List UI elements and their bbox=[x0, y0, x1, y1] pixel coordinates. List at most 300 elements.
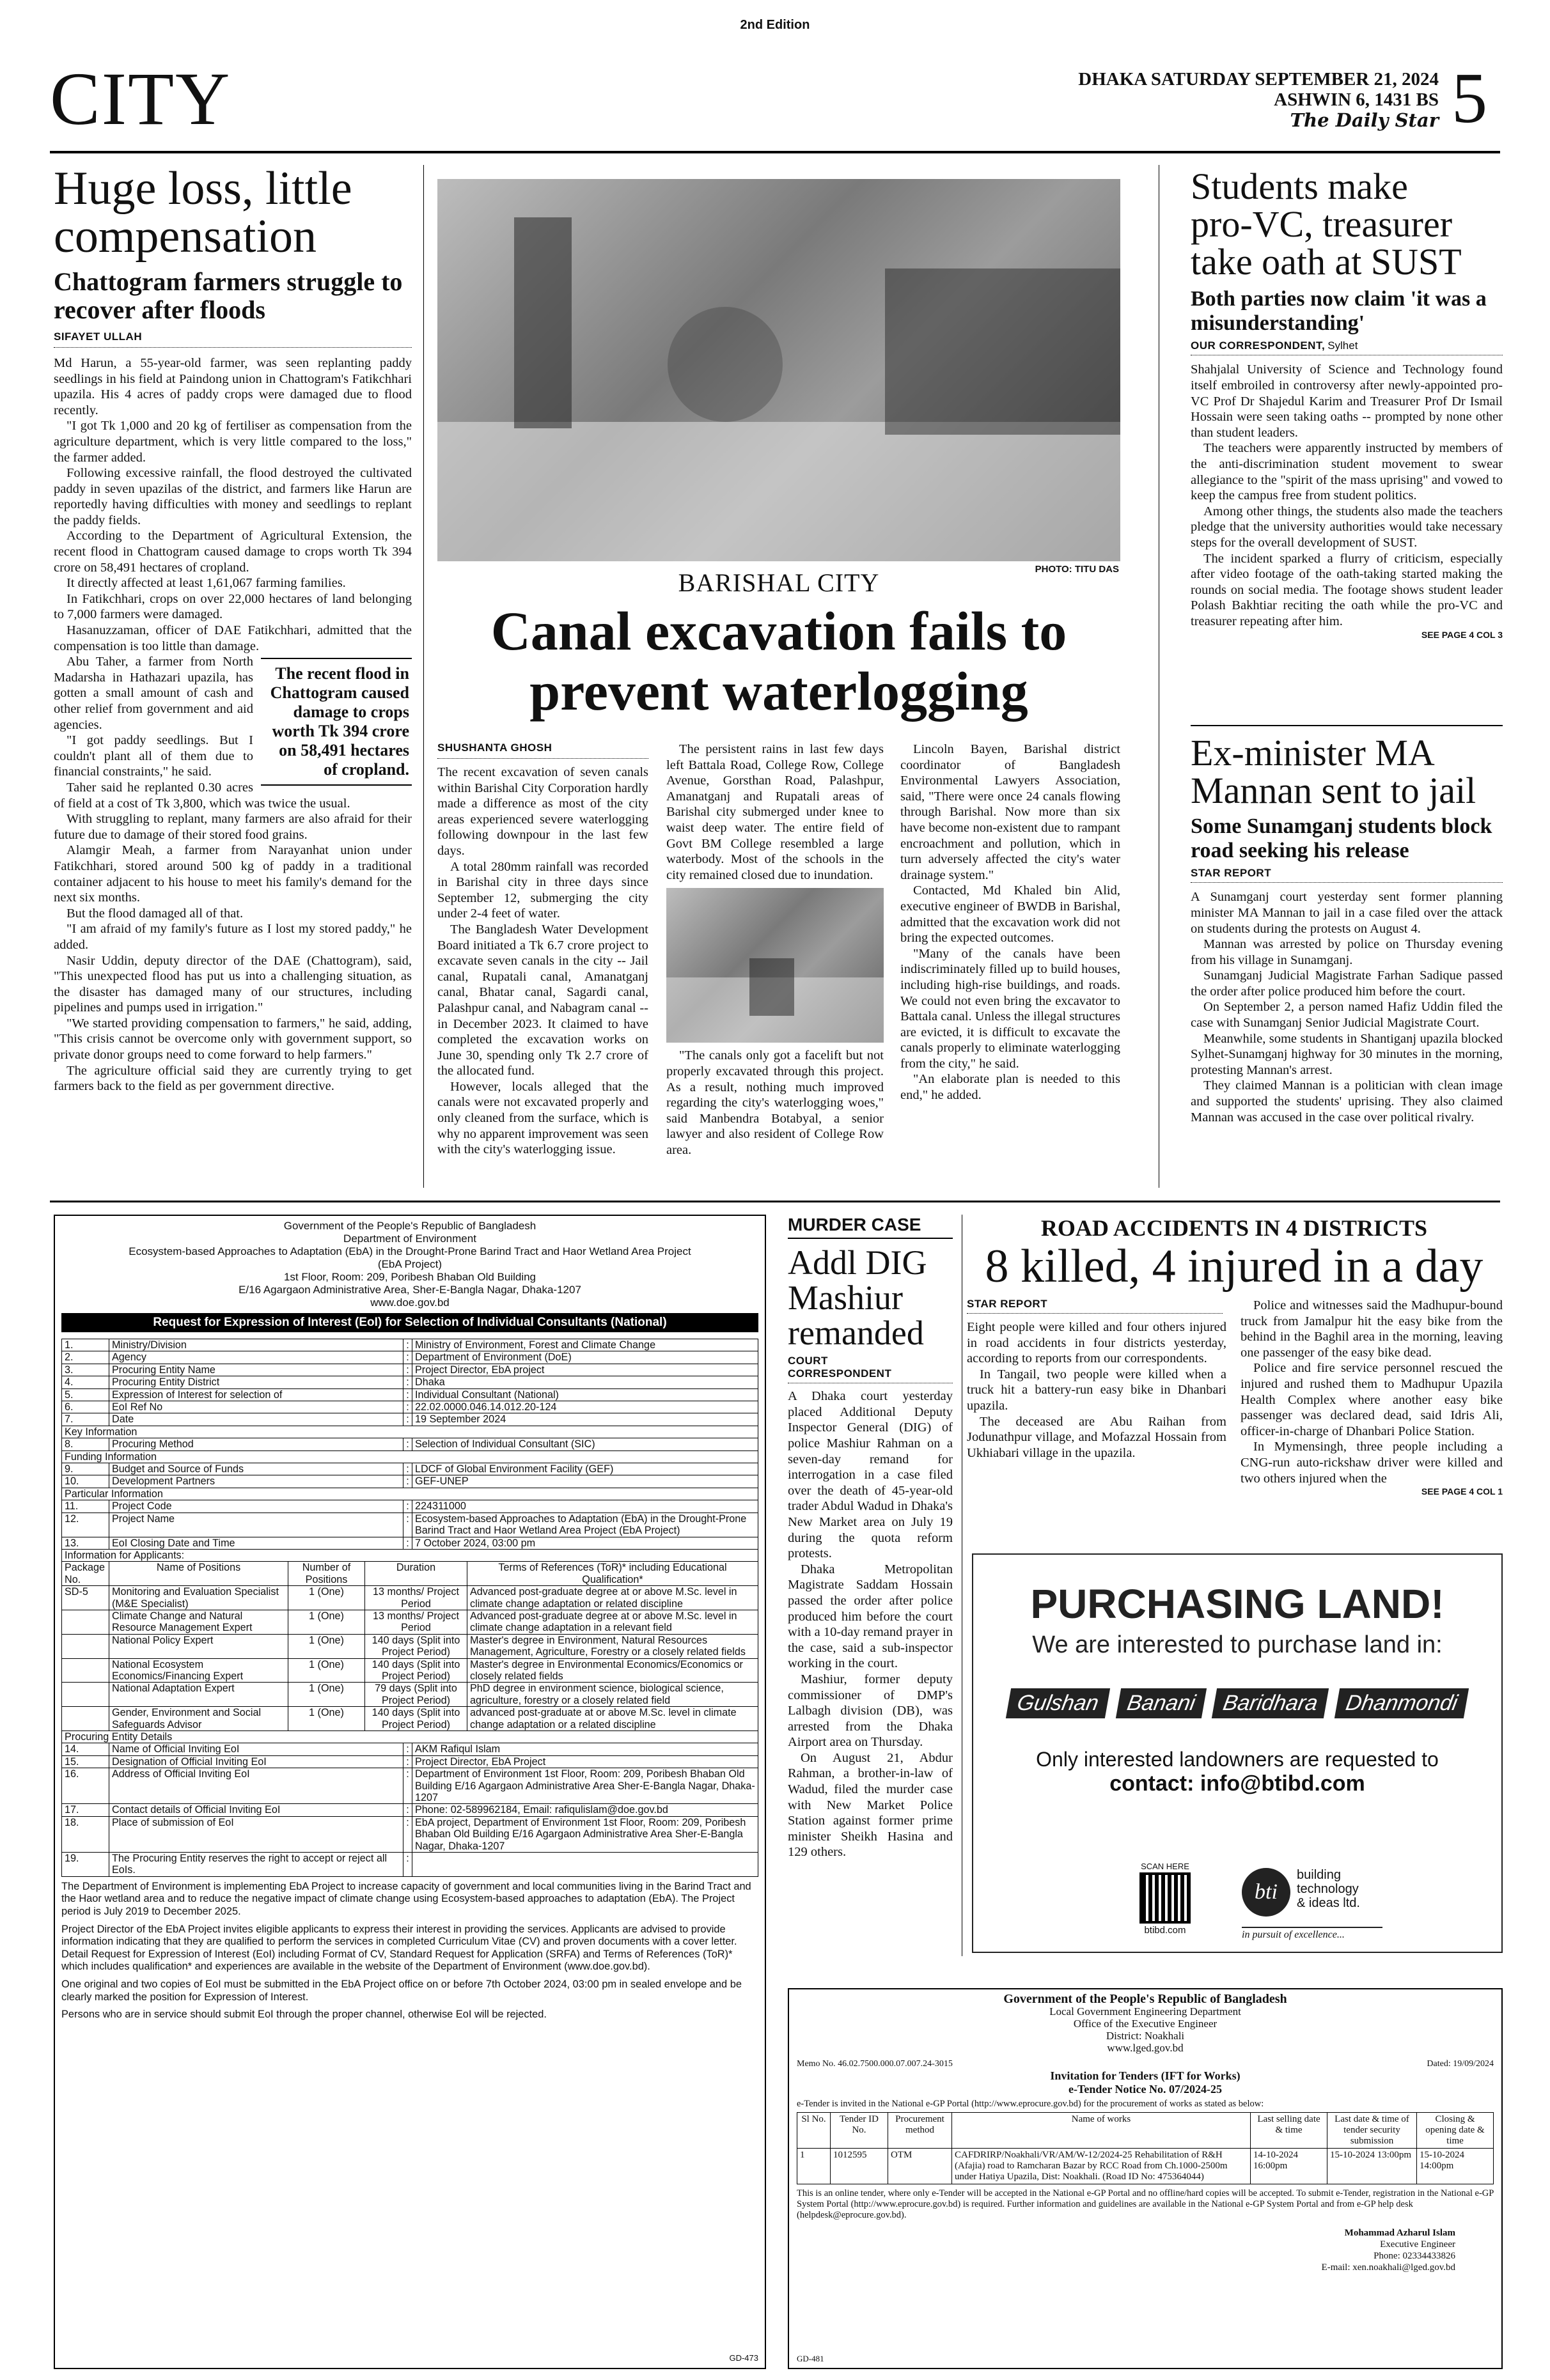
table-row bbox=[62, 1755, 758, 1768]
position-row bbox=[62, 1586, 758, 1610]
body-paragraph: "I got Tk 1,000 and 20 kg of fertiliser as compensation from the agriculture department, which is very little compared to the loss," the farmer added. bbox=[54, 419, 412, 465]
body-paragraph: The agriculture official said they are currently trying to get farmers back to the field as per government directive. bbox=[54, 1063, 412, 1094]
table-cell: 1 (One) bbox=[288, 1658, 365, 1683]
eoi-header: Ecosystem-based Approaches to Adaptation (EbA) in the Drought-Prone Barind Tract and Haor Wetland Area Project bbox=[129, 1245, 691, 1257]
story-divider bbox=[1191, 725, 1503, 726]
body-paragraph: Nasir Uddin, deputy director of the DAE (Chattogram), said, "This unexpected flood has put us into a challenging situation, as the disaster has damaged many of our structures, including pipelines and pumps used in irrigation." bbox=[54, 953, 412, 1015]
eoi-banner: Request for Expression of Interest (EoI) for Selection of Individual Consultants (National) bbox=[61, 1313, 758, 1332]
table-row bbox=[62, 1475, 758, 1488]
area-gulshan: Gulshan bbox=[1006, 1688, 1110, 1718]
table-row bbox=[62, 1401, 758, 1413]
table-cell: 7. bbox=[62, 1413, 109, 1426]
table-row bbox=[62, 1743, 758, 1755]
table-cell: Budget and Source of Funds bbox=[109, 1463, 403, 1475]
body-paragraph: Dhaka Metropolitan Magistrate Saddam Hossain passed the order after police produced him before the court with a 10-day remand prayer in the case, said a sub-inspector working in the court. bbox=[788, 1562, 953, 1671]
ad-contact[interactable]: contact: info@btibd.com bbox=[1109, 1771, 1365, 1796]
subheadline: Both parties now claim 'it was a misunderstanding' bbox=[1191, 287, 1487, 336]
body-paragraph: "Many of the canals have been indiscriminately filled up to build houses, including high-rise buildings, and roads. We could not even bring the excavator to Battala canal. Unless the illegal structures are evicted, it is difficult to excavate the canals properly to eliminate waterlogging from the city," he said. bbox=[900, 946, 1120, 1071]
page-number: 5 bbox=[1452, 59, 1487, 138]
headline-line: Huge loss, little bbox=[54, 162, 352, 215]
headline-line: Ex-minister MA bbox=[1191, 732, 1435, 774]
position-row bbox=[62, 1610, 758, 1634]
table-cell: 10. bbox=[62, 1475, 109, 1488]
position-row bbox=[62, 1707, 758, 1731]
table-cell: Procuring Entity District bbox=[109, 1376, 403, 1388]
table-row bbox=[62, 1339, 758, 1351]
qr-block bbox=[1127, 1862, 1203, 1936]
tender-notice bbox=[788, 1988, 1503, 2369]
byline: OUR CORRESPONDENT, bbox=[1191, 339, 1326, 352]
signatory-email[interactable]: E-mail: xen.noakhali@lged.gov.bd bbox=[1321, 2262, 1455, 2273]
column-rule bbox=[423, 165, 424, 1188]
table-cell: 12. bbox=[62, 1513, 109, 1537]
table-cell: CAFDRIRP/Noakhali/VR/AM/W-12/2024-25 Rehabilitation of R&H (Afajia) road to Ramcharan Bazar by RCC Road from Ch.1000-2500m under Hatiya Upazila, Dist: Noakhali. (Road ID No: 475364044) bbox=[952, 2149, 1251, 2184]
brand-line: technology bbox=[1297, 1882, 1359, 1896]
ad-line: Only interested landowners are requested to bbox=[1036, 1748, 1439, 1771]
table-cell: Climate Change and Natural Resource Management Expert bbox=[109, 1610, 288, 1634]
eoi-header: Government of the People's Republic of Bangladesh bbox=[283, 1220, 536, 1232]
column-header: Last date & time of tender security submission bbox=[1327, 2113, 1417, 2149]
table-cell: : bbox=[403, 1463, 412, 1475]
headline-line: Mashiur bbox=[788, 1279, 903, 1318]
table-cell: 18. bbox=[62, 1816, 109, 1852]
table-cell: : bbox=[403, 1438, 412, 1451]
table-cell: 15-10-2024 14:00pm bbox=[1417, 2149, 1494, 2184]
ad-areas bbox=[973, 1688, 1501, 1718]
table-cell: Advanced post-graduate degree at or above M.Sc. level in climate change adaptation in a relevant field bbox=[467, 1610, 758, 1634]
body-paragraph: "The canals only got a facelift but not properly excavated through this project. As a result, nothing much improved regarding the city's waterlogging woes," said Manbendra Botabyal, a senior lawyer and also resident of College Row area. bbox=[666, 1048, 884, 1157]
table-cell: 22.02.0000.046.14.012.20-124 bbox=[412, 1401, 758, 1413]
column-header: Duration bbox=[365, 1562, 467, 1586]
positions-table bbox=[61, 1549, 758, 1731]
column-header: Package No. bbox=[62, 1562, 109, 1586]
body-paragraph: "I am afraid of my family's future as I lost my stored paddy," he added. bbox=[54, 922, 412, 952]
body-paragraph: Meanwhile, some students in Shantiganj upazila blocked Sylhet-Sunamganj highway for 30 minutes in the morning, protesting Mannan's arrest. bbox=[1191, 1031, 1503, 1077]
table-cell: AKM Rafiqul Islam bbox=[412, 1743, 758, 1755]
body-paragraph: On August 21, Abdur Rahman, a brother-in-law of Wadud, filed the murder case with New Market Police Station against former prime minister Sheikh Hasina and 129 others. bbox=[788, 1750, 953, 1860]
table-cell: 1012595 bbox=[831, 2149, 888, 2184]
table-cell: 1. bbox=[62, 1339, 109, 1351]
table-cell: EoI Ref No bbox=[109, 1401, 403, 1413]
table-cell: : bbox=[403, 1513, 412, 1537]
table-cell: : bbox=[403, 1351, 412, 1364]
table-row bbox=[62, 1376, 758, 1388]
table-cell: SD-5 bbox=[62, 1586, 109, 1610]
table-cell bbox=[62, 1634, 109, 1658]
table-cell: Ministry of Environment, Forest and Climate Change bbox=[412, 1339, 758, 1351]
table-cell: GEF-UNEP bbox=[412, 1475, 758, 1488]
headline-line: take oath at SUST bbox=[1191, 241, 1462, 283]
body-paragraph: Hasanuzzaman, officer of DAE Fatikchhari, admitted that the compensation is too little than damage. bbox=[54, 623, 412, 653]
body-paragraph: "We started providing compensation to farmers," he said, adding, "This crisis cannot be overcome only with government support, so private donor groups need to come forward to help farmers." bbox=[54, 1016, 412, 1062]
body-paragraph: Taher said he replanted 0.30 acres of field at a cost of Tk 3,800, which was twice the usual. bbox=[54, 780, 350, 811]
body-paragraph: A Sunamganj court yesterday sent former planning minister MA Mannan to jail in a case filed over the attack on students during the protests on August 4. bbox=[1191, 890, 1503, 936]
column-header: Tender ID No. bbox=[831, 2113, 888, 2149]
table-cell: : bbox=[403, 1475, 412, 1488]
table-cell: Procuring Entity Name bbox=[109, 1364, 403, 1376]
flood-photo bbox=[437, 179, 1120, 561]
date-text: DHAKA SATURDAY SEPTEMBER 21, 2024 bbox=[1078, 69, 1439, 89]
bti-logo-icon: bti bbox=[1242, 1868, 1290, 1917]
table-cell: 1 bbox=[797, 2149, 831, 2184]
body-paragraph: On September 2, a person named Hafiz Uddin filed the case with Sunamganj Senior Judicial Magistrate Court. bbox=[1191, 1000, 1503, 1031]
table-cell: Master's degree in Environmental Economics/Economics or closely related fields bbox=[467, 1658, 758, 1683]
table-cell: : bbox=[403, 1413, 412, 1426]
table-row bbox=[62, 1500, 758, 1513]
table-cell bbox=[62, 1658, 109, 1683]
table-cell: : bbox=[403, 1401, 412, 1413]
table-cell: Development Partners bbox=[109, 1475, 403, 1488]
table-cell: Selection of Individual Consultant (SIC) bbox=[412, 1438, 758, 1451]
story-mashiur bbox=[788, 1215, 953, 1860]
table-cell: LDCF of Global Environment Facility (GEF) bbox=[412, 1463, 758, 1475]
table-cell: EbA project, Department of Environment 1st Floor, Room: 209, Poribesh Bhaban Old Building E/16 Agargaon Administrative Area Sher-E-Bangla Nagar, Dhaka-1207 bbox=[412, 1816, 758, 1852]
table-cell bbox=[62, 1610, 109, 1634]
tender-table bbox=[797, 2112, 1494, 2184]
body-paragraph: The incident sparked a flurry of criticism, especially after video footage of the oath-taking started making the rounds on social media. The footage shows student leader Polash Bakhtiar reciting the oath while the pro-VC and treasurer repeating after him. bbox=[1191, 551, 1503, 628]
table-cell bbox=[62, 1683, 109, 1707]
paper-logo: The Daily Star bbox=[1290, 109, 1439, 131]
body-paragraph: A total 280mm rainfall was recorded in Barishal city in three days since September 12, submerging the city under 2-4 feet of water. bbox=[437, 859, 648, 921]
body-paragraph: A Dhaka court yesterday placed Additional Deputy Inspector General (DIG) of police Mashiur Rahman on a seven-day remand for interrogation in a case filed over the death of 45-year-old trader Abdul Wadud in Dhaka's New Market area on July 19 during the quota reform protests. bbox=[788, 1389, 953, 1561]
signatory-name: Mohammad Azharul Islam bbox=[1344, 2228, 1455, 2238]
table-cell: Advanced post-graduate degree at or above M.Sc. level in climate change adaptation or related discipline bbox=[467, 1586, 758, 1610]
signatory-phone: Phone: 02334433826 bbox=[1374, 2251, 1455, 2261]
section-row: Procuring Entity Details bbox=[62, 1731, 758, 1743]
section-row: Particular Information bbox=[62, 1488, 758, 1500]
body-paragraph: In Mymensingh, three people including a CNG-run auto-rickshaw driver were killed and two others injured when the bbox=[1241, 1440, 1503, 1486]
table-cell: 140 days (Split into Project Period) bbox=[365, 1634, 467, 1658]
table-row bbox=[62, 1463, 758, 1475]
tender-header: Office of the Executive Engineer bbox=[1073, 2018, 1217, 2030]
story6-col2 bbox=[1241, 1298, 1503, 1497]
table-cell: 1 (One) bbox=[288, 1707, 365, 1731]
headline-line: Mannan sent to jail bbox=[1191, 770, 1476, 812]
table-cell: 7 October 2024, 03:00 pm bbox=[412, 1537, 758, 1549]
section-row: Funding Information bbox=[62, 1451, 758, 1463]
byline: SHUSHANTA GHOSH bbox=[437, 742, 648, 759]
byline-location: Sylhet bbox=[1327, 339, 1358, 352]
body-paragraph: But the flood damaged all of that. bbox=[67, 906, 244, 921]
section-row: Key Information bbox=[62, 1426, 758, 1438]
byline: CORRESPONDENT bbox=[788, 1367, 892, 1380]
table-cell: 17. bbox=[62, 1804, 109, 1816]
table-cell: Designation of Official Inviting EoI bbox=[109, 1755, 403, 1768]
table-cell: Contact details of Official Inviting EoI bbox=[109, 1804, 403, 1816]
body-paragraph: It directly affected at least 1,61,067 farming families. bbox=[67, 576, 346, 591]
procuring-table bbox=[61, 1731, 758, 1877]
table-row bbox=[62, 1537, 758, 1549]
column-header: Name of Positions bbox=[109, 1562, 288, 1586]
column-header: Name of works bbox=[952, 2113, 1251, 2149]
table-row bbox=[62, 1816, 758, 1852]
section-row: Information for Applicants: bbox=[62, 1549, 758, 1561]
story-mannan bbox=[1191, 734, 1503, 1125]
story2-col1 bbox=[437, 765, 648, 1158]
table-cell: Expression of Interest for selection of bbox=[109, 1388, 403, 1401]
tender-intro: e-Tender is invited in the National e-GP Portal (http://www.eprocure.gov.bd) for the procurement of works as stated as below: bbox=[797, 2099, 1264, 2109]
table-cell: 15. bbox=[62, 1755, 109, 1768]
table-cell: Dhaka bbox=[412, 1376, 758, 1388]
body-paragraph: Following excessive rainfall, the flood destroyed the cultivated paddy in seven upazilas of the district, and farmers like Harun are reportedly having difficulties with money and seedlings to replant the paddy fields. bbox=[54, 466, 412, 527]
table-cell: Department of Environment 1st Floor, Room: 209, Poribesh Bhaban Old Building E/16 Agargaon Administrative Area Sher-E-Bangla Nagar, Dhaka-1207 bbox=[412, 1768, 758, 1804]
body-paragraph: Police and witnesses said the Madhupur-bound truck from Jamalpur hit the easy bike from the behind in the Baghil area in the morning, leaving one passenger of the easy bike dead. bbox=[1241, 1298, 1503, 1360]
edition-label: 2nd Edition bbox=[740, 18, 810, 32]
table-cell: National Policy Expert bbox=[109, 1634, 288, 1658]
body-paragraph: The deceased are Abu Raihan from Jodunathpur village, and Mofazzal Hossain from Ukhiabari village in the upazila. bbox=[967, 1414, 1226, 1460]
table-cell: 13 months/ Project Period bbox=[365, 1610, 467, 1634]
column-header: Number of Positions bbox=[288, 1562, 365, 1586]
table-cell: 14. bbox=[62, 1743, 109, 1755]
body-paragraph: Abu Taher, a farmer from North Madarsha in Hathazari upazila, has gotten a small amount of cash and other relief from government and aid agencies. bbox=[54, 655, 253, 732]
table-cell: Project Code bbox=[109, 1500, 403, 1513]
table-cell: 6. bbox=[62, 1401, 109, 1413]
body-paragraph: However, locals alleged that the canals were not excavated properly and only cleaned from the surface, which is why no apparent improvement was seen with the city's waterlogging issue. bbox=[437, 1079, 648, 1157]
table-cell: 224311000 bbox=[412, 1500, 758, 1513]
table-cell: 13 months/ Project Period bbox=[365, 1586, 467, 1610]
table-row bbox=[62, 1413, 758, 1426]
table-cell: Department of Environment (DoE) bbox=[412, 1351, 758, 1364]
brand-line: building bbox=[1297, 1868, 1341, 1882]
headline-line: Students make bbox=[1191, 166, 1408, 207]
eoi-note: Persons who are in service should submit EoI through the proper channel, otherwise EoI will be rejected. bbox=[61, 2009, 547, 2021]
memo-no: Memo No. 46.02.7500.000.07.007.24-3015 bbox=[797, 2059, 953, 2069]
body-paragraph: With struggling to replant, many farmers are also afraid for their future due to damage of their stored food grains. bbox=[54, 812, 412, 842]
story-farmers bbox=[54, 162, 412, 1094]
body-paragraph: Contacted, Md Khaled bin Alid, executive engineer of BWDB in Barishal, admitted that the excavation work did not bring the expected outcomes. bbox=[900, 883, 1120, 945]
pull-quote: The recent flood in Chattogram caused damage to crops worth Tk 394 crore on 58,491 hectares of cropland. bbox=[261, 658, 412, 786]
table-cell: Project Director, EbA project bbox=[412, 1364, 758, 1376]
table-cell: 8. bbox=[62, 1438, 109, 1451]
table-cell: : bbox=[403, 1339, 412, 1351]
table-cell: : bbox=[403, 1804, 412, 1816]
land-advertisement bbox=[972, 1553, 1503, 1953]
eoi-header: Department of Environment bbox=[343, 1233, 476, 1245]
headline-line: Addl DIG bbox=[788, 1243, 927, 1282]
body-paragraph: Alamgir Meah, a farmer from Narayanhat union under Fatikchhari, stored around 500 kg of paddy in a traditional container adjacent to his house to meet his family's demand for the next six months. bbox=[54, 843, 412, 905]
eoi-table bbox=[61, 1339, 758, 1550]
table-cell: Ministry/Division bbox=[109, 1339, 403, 1351]
subheadline: Chattogram farmers struggle to recover after floods bbox=[54, 267, 403, 324]
body-paragraph: The persistent rains in last few days left Battala Road, College Row, College Avenue, Gorsthan Road, Palashpur, Amanatganj and Rupatali areas of Barishal city submerged under knee to waist deep water. The entire field of Govt BM College resembled a large waterbody. Most of the schools in the city remained closed due to inundation. bbox=[666, 742, 884, 882]
table-cell: 4. bbox=[62, 1376, 109, 1388]
table-cell: 19 September 2024 bbox=[412, 1413, 758, 1426]
body-paragraph: According to the Department of Agricultural Extension, the recent flood in Chattogram caused damage to crops worth Tk 394 crore on 58,491 hectares of cropland. bbox=[54, 529, 412, 575]
byline: COURT bbox=[788, 1355, 828, 1367]
tender-website[interactable]: www.lged.gov.bd bbox=[1107, 2042, 1184, 2054]
headline-line: compensation bbox=[54, 210, 317, 263]
section-title: CITY bbox=[50, 57, 231, 141]
position-row bbox=[62, 1683, 758, 1707]
kicker: MURDER CASE bbox=[788, 1215, 953, 1239]
table-cell: Ecosystem-based Approaches to Adaptation (EbA) in the Drought-Prone Barind Tract and Haor Wetland Area Project (EbA Project) bbox=[412, 1513, 758, 1537]
tender-title: Invitation for Tenders (IFT for Works) bbox=[1050, 2069, 1241, 2082]
table-row bbox=[62, 1853, 758, 1877]
kicker: ROAD ACCIDENTS IN 4 DISTRICTS bbox=[1040, 1215, 1428, 1241]
table-cell: 1 (One) bbox=[288, 1586, 365, 1610]
position-row bbox=[62, 1658, 758, 1683]
table-cell: : bbox=[403, 1537, 412, 1549]
table-cell: 140 days (Split into Project Period) bbox=[365, 1707, 467, 1731]
brand-block bbox=[1297, 1868, 1360, 1910]
ad-title: PURCHASING LAND! bbox=[1030, 1581, 1444, 1627]
table-row bbox=[62, 1804, 758, 1816]
table-cell: : bbox=[403, 1364, 412, 1376]
table-cell: 14-10-2024 16:00pm bbox=[1251, 2149, 1327, 2184]
table-row bbox=[62, 1513, 758, 1537]
table-cell: : bbox=[403, 1853, 412, 1877]
bangla-date-text: ASHWIN 6, 1431 BS bbox=[1274, 89, 1439, 110]
column-header: Terms of References (ToR)* including Educational Qualification* bbox=[467, 1562, 758, 1586]
story2-col2 bbox=[666, 742, 884, 1158]
headline-line: pro-VC, treasurer bbox=[1191, 203, 1453, 245]
table-row bbox=[62, 1438, 758, 1451]
story-sust bbox=[1191, 167, 1503, 640]
body-paragraph: Mashiur, former deputy commissioner of DMP's Lalbagh division (DB), was arrested from the Dhaka Airport area on Thursday. bbox=[788, 1672, 953, 1750]
headline bbox=[437, 601, 1120, 721]
table-cell: Name of Official Inviting EoI bbox=[109, 1743, 403, 1755]
column-header: Procurement method bbox=[888, 2113, 952, 2149]
ad-code: GD-481 bbox=[797, 2354, 824, 2363]
ad-subtitle: We are interested to purchase land in: bbox=[1032, 1631, 1443, 1658]
eoi-header: 1st Floor, Room: 209, Poribesh Bhaban Old Building bbox=[283, 1271, 536, 1283]
body-paragraph: Shahjalal University of Science and Technology found itself embroiled in controversy after newly-appointed pro-VC Prof Dr Shajedul Karim and Treasurer Prof Dr Ismail Hossain were seen taking oaths -- prompted by none other than student leaders. bbox=[1191, 362, 1503, 440]
body-paragraph: In Fatikchhari, crops on over 22,000 hectares of land belonging to 7,000 farmers were damaged. bbox=[54, 591, 412, 622]
table-cell: PhD degree in environment science, biological science, agriculture, forestry or a closely related field bbox=[467, 1683, 758, 1707]
headline-line: remanded bbox=[788, 1314, 924, 1353]
table-cell: Address of Official Inviting EoI bbox=[109, 1768, 403, 1804]
eoi-advertisement bbox=[54, 1215, 766, 2369]
body-paragraph: Among other things, the students also made the teachers pledge that the university authorities would take necessary steps for the overall development of SUST. bbox=[1191, 504, 1503, 550]
column-header: Sl No. bbox=[797, 2113, 831, 2149]
brand-line: & ideas ltd. bbox=[1297, 1896, 1360, 1910]
body-paragraph: The Bangladesh Water Development Board initiated a Tk 6.7 crore project to excavate seven canals in the city -- Jail canal, Rupatali canal, Amanatganj canal, Bhatar canal, Sagardi canal, Palashpur canal, and Nabagram canal -- in December 2023. It claimed to have completed the excavation works on June 30, spending only Tk 2.7 crore of the allocated fund. bbox=[437, 922, 648, 1078]
area-dhanmondi: Dhanmondi bbox=[1335, 1688, 1469, 1718]
eoi-note: The Department of Environment is implementing EbA Project to increase capacity of government and local communities living in the Barind Tract and the Haor wetland area and to reduce the negative impact of climate change using Ecosystem-based approaches to adaptation (EbA). The Project period is July 2019 to December 2025. bbox=[61, 1880, 751, 1918]
table-cell: 1 (One) bbox=[288, 1683, 365, 1707]
tender-note: This is an online tender, where only e-Tender will be accepted in the National e-GP Portal and no offline/hard copies will be accepted. To submit e-Tender, registration in the National e-GP System Portal (http://www.eprocure.gov.bd) is required. Further information and guidelines are available in the National e-GP System Portal and from e-GP help desk (helpdesk@eprocure.gov.bd). bbox=[797, 2188, 1494, 2220]
story2-col3 bbox=[900, 742, 1120, 1103]
table-cell: Agency bbox=[109, 1351, 403, 1364]
headline-line: Canal excavation fails to bbox=[490, 600, 1067, 662]
body-paragraph: In Tangail, two people were killed when a truck hit a battery-run easy bike in Dhanbari upazila. bbox=[967, 1367, 1226, 1413]
headline-line: prevent waterlogging bbox=[529, 660, 1028, 722]
table-cell: National Adaptation Expert bbox=[109, 1683, 288, 1707]
table-cell bbox=[62, 1707, 109, 1731]
eoi-header: (EbA Project) bbox=[377, 1258, 442, 1270]
table-cell: OTM bbox=[888, 2149, 952, 2184]
body-paragraph: They claimed Mannan is a politician with clean image and supported the students' uprising. They also claimed Mannan was accused in the case over political rivalry. bbox=[1191, 1078, 1503, 1124]
table-cell: : bbox=[403, 1755, 412, 1768]
table-cell: 13. bbox=[62, 1537, 109, 1549]
section-rule bbox=[50, 1201, 1500, 1202]
table-cell: : bbox=[403, 1743, 412, 1755]
eoi-note: One original and two copies of EoI must be submitted in the EbA Project office on or before 7th October 2024, 03:00 pm in sealed envelope and be clearly marked the position for Expression of Interest. bbox=[61, 1979, 742, 2003]
table-row bbox=[62, 1364, 758, 1376]
scan-label: SCAN HERE bbox=[1141, 1862, 1189, 1871]
table-cell: 1 (One) bbox=[288, 1610, 365, 1634]
ad-tagline: in pursuit of excellence... bbox=[1242, 1927, 1382, 1941]
qr-code-icon[interactable] bbox=[1139, 1872, 1191, 1924]
byline: STAR REPORT bbox=[967, 1298, 1223, 1314]
table-cell: Place of submission of EoI bbox=[109, 1816, 403, 1852]
table-cell: advanced post-graduate at or above M.Sc. level in climate change adaptation or a related discipline bbox=[467, 1707, 758, 1731]
table-cell: Project Name bbox=[109, 1513, 403, 1537]
table-row bbox=[62, 1768, 758, 1804]
jump-link[interactable]: SEE PAGE 4 COL 1 bbox=[1421, 1486, 1503, 1497]
table-cell: 79 days (Split into Project Period) bbox=[365, 1683, 467, 1707]
table-row bbox=[62, 1351, 758, 1364]
area-banani: Banani bbox=[1115, 1688, 1206, 1718]
kicker: BARISHAL CITY bbox=[678, 568, 880, 597]
table-row bbox=[62, 1388, 758, 1401]
memo-date: Dated: 19/09/2024 bbox=[1427, 2059, 1494, 2069]
eoi-website[interactable]: www.doe.gov.bd bbox=[370, 1296, 450, 1309]
story6-col1 bbox=[967, 1319, 1226, 1461]
table-cell bbox=[412, 1853, 758, 1877]
body-paragraph: The teachers were apparently instructed by members of the anti-discrimination student movement to swear allegiance to the "spirit of the mass uprising" and vowed to keep the campus free from student politics. bbox=[1191, 441, 1503, 503]
body-paragraph: "An elaborate plan is needed to this end," he added. bbox=[900, 1072, 1120, 1103]
ad-website[interactable]: btibd.com bbox=[1144, 1925, 1186, 1936]
photo-credit: PHOTO: TITU DAS bbox=[1035, 564, 1119, 575]
table-cell: Monitoring and Evaluation Specialist (M&E Specialist) bbox=[109, 1586, 288, 1610]
body-paragraph: Lincoln Bayen, Barishal district coordinator of Bangladesh Environmental Lawyers Association, said, "There were once 24 canals flowing through Barishal. Now more than six have become non-existent due to rampant encroachment and pollution, which in turn adversely affected the city's water drainage system." bbox=[900, 742, 1120, 882]
area-baridhara: Baridhara bbox=[1212, 1688, 1329, 1718]
tender-title: e-Tender Notice No. 07/2024-25 bbox=[1069, 2083, 1222, 2096]
table-cell: Master's degree in Environment, Natural Resources Management, Agriculture, Forestry or a closely related fields bbox=[467, 1634, 758, 1658]
table-cell: 15-10-2024 13:00pm bbox=[1327, 2149, 1417, 2184]
table-cell: 16. bbox=[62, 1768, 109, 1804]
table-cell: 1 (One) bbox=[288, 1634, 365, 1658]
table-cell: : bbox=[403, 1500, 412, 1513]
table-cell: 2. bbox=[62, 1351, 109, 1364]
table-cell: 5. bbox=[62, 1388, 109, 1401]
table-cell: : bbox=[403, 1816, 412, 1852]
table-cell: National Ecosystem Economics/Financing Expert bbox=[109, 1658, 288, 1683]
table-cell: 140 days (Split into Project Period) bbox=[365, 1658, 467, 1683]
table-cell: 11. bbox=[62, 1500, 109, 1513]
body-paragraph: Mannan was arrested by police on Thursday evening from his village in Sunamganj. bbox=[1191, 937, 1503, 967]
column-header: Last selling date & time bbox=[1251, 2113, 1327, 2149]
table-cell: 19. bbox=[62, 1853, 109, 1877]
body-paragraph: Sunamganj Judicial Magistrate Farhan Sadique passed the order after police produced him before the court. bbox=[1191, 968, 1503, 999]
table-cell: Individual Consultant (National) bbox=[412, 1388, 758, 1401]
masthead-rule bbox=[50, 151, 1500, 153]
table-cell: 3. bbox=[62, 1364, 109, 1376]
eoi-note: Project Director of the EbA Project invites eligible applicants to express their interest in providing the services. Applicants are advised to provide information indicating that they are qualified to perform the services in completed Curriculum Vitae (CV) and proven documents with a cover letter. Detail Request for Expression of Interest (EoI) including Format of CV, Standard Request for Application (SRFA) and Terms of References (ToR)* which includes qualification* and experiences are available in the website of the Department of Environment (www.doe.gov.bd). bbox=[61, 1923, 737, 1973]
table-cell: Gender, Environment and Social Safeguards Advisor bbox=[109, 1707, 288, 1731]
waterlog-photo bbox=[666, 888, 884, 1043]
subheadline: Some Sunamganj students block road seeking his release bbox=[1191, 814, 1492, 863]
table-cell: Phone: 02-589962184, Email: rafiqulislam@doe.gov.bd bbox=[412, 1804, 758, 1816]
tender-header: Local Government Engineering Department bbox=[1049, 2005, 1241, 2018]
table-cell: Date bbox=[109, 1413, 403, 1426]
dateline bbox=[998, 69, 1439, 130]
jump-link[interactable]: SEE PAGE 4 COL 3 bbox=[1421, 629, 1503, 640]
column-header: Closing & opening date & time bbox=[1417, 2113, 1494, 2149]
headline: 8 killed, 4 injured in a day bbox=[985, 1240, 1483, 1293]
byline: SIFAYET ULLAH bbox=[54, 331, 412, 348]
position-row bbox=[62, 1634, 758, 1658]
body-paragraph: Eight people were killed and four others injured in road accidents in four districts yesterday, according to reports from our correspondents. bbox=[967, 1320, 1226, 1366]
table-cell: : bbox=[403, 1388, 412, 1401]
tender-header: District: Noakhali bbox=[1106, 2030, 1185, 2042]
table-cell: : bbox=[403, 1768, 412, 1804]
body-paragraph: Police and fire service personnel rescued the injured and rushed them to Madhupur Upazila Health Complex where another easy bike passenger was declared dead, said Idris Ali, officer-in-charge of Dhanbari Police Station. bbox=[1241, 1361, 1503, 1438]
table-cell: 9. bbox=[62, 1463, 109, 1475]
table-cell: : bbox=[403, 1376, 412, 1388]
table-cell: EoI Closing Date and Time bbox=[109, 1537, 403, 1549]
